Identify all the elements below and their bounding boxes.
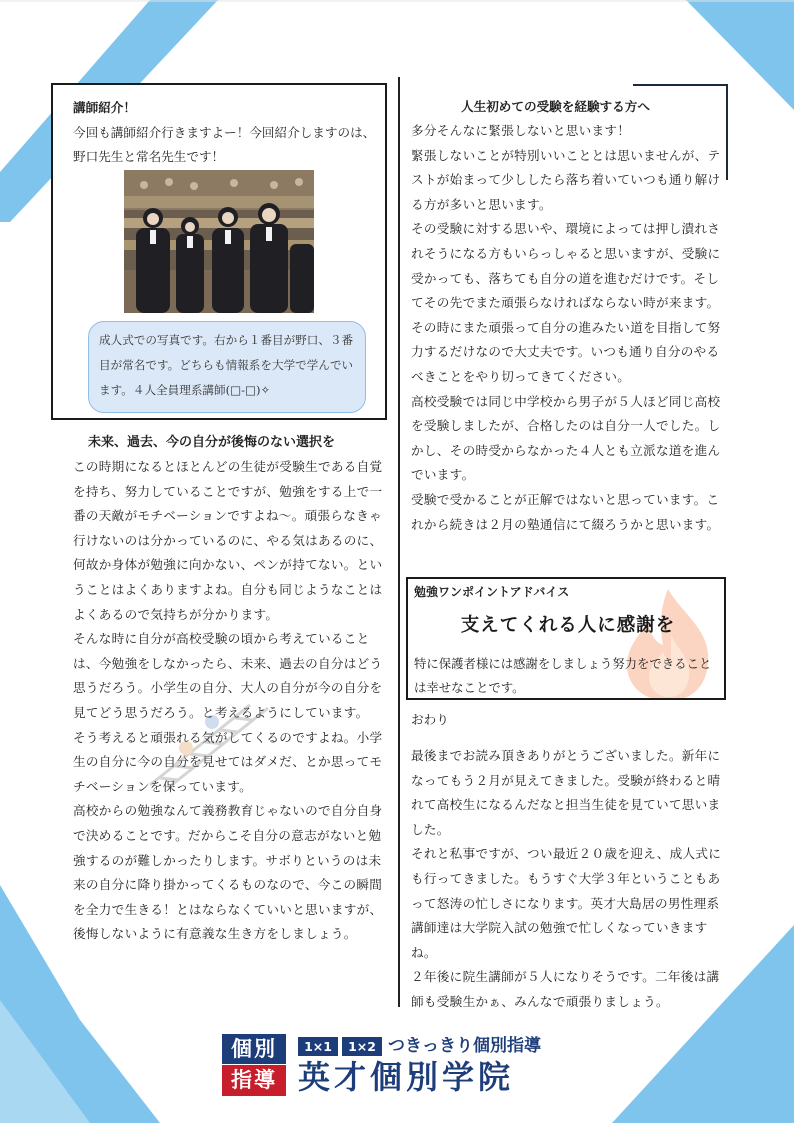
logo-tagline: つきっきり個別指導 — [388, 1036, 541, 1056]
figure-head-icon — [179, 741, 193, 755]
school-name: 英才個別学院 — [298, 1058, 515, 1096]
stairs-illustration — [140, 700, 280, 790]
closing-title: おわり — [411, 712, 449, 727]
right-paragraph: その受験に対する思いや、環境によっては押し潰れされそうになる方もいらっしゃると思いますが、受験に受かっても、落ちても自分の道を進むだけです。そしてその先でまた頑張らなければならない時が来ます。その時にまた頑張って自分の進みたい道を目指して努力するだけなので大丈夫です。いつも通り自分のやるべきことをやり切ってきてください。 — [411, 221, 721, 384]
badge-1x2: 1×2 — [342, 1037, 382, 1056]
kobetsu-top: 個別 — [222, 1034, 286, 1064]
left-article-title: 未来、過去、今の自分が後悔のない選択を — [88, 435, 336, 450]
school-logo — [222, 1034, 570, 1096]
intro-title: 講師紹介！ — [73, 100, 136, 115]
kobetsu-badge — [222, 1034, 286, 1096]
right-paragraph: 高校受験では同じ中学校から男子が５人ほど同じ高校を受験しましたが、合格したのは自分一人でした。しかし、その時受からなかった４人とも立派な道を進んでいます。 — [411, 393, 721, 483]
intro-text: 今回も講師紹介行きますよー！今回紹介しますのは、野口先生と常名先生です！ — [73, 125, 376, 164]
advice-label: 勉強ワンポイントアドバイス — [414, 585, 570, 599]
left-paragraph: そんな時に自分が高校受験の頃から考えていることは、今勉強をしなかったら、未来、過去の自分はどう思うだろう。小学生の自分、大人の自分が今の自分を見てどう思うだろう。と考えるようにしています。 — [73, 631, 383, 720]
closing-paragraph: それと私事ですが、つい最近２０歳を迎え、成人式にも行ってきました。もうすぐ大学３年ということもあって怒涛の忙しさになります。英才大島居の男性理系講師達は大学院入試の勉強で忙しくなっていきますね。 — [411, 846, 722, 960]
left-paragraph: この時期になるとほとんどの生徒が受験生である自覚を持ち、努力していることですが、勉強をする上で一番の天敵がモチベーションですよね〜。頑張らなきゃ行けないのは分かっているのに、やる気はあるのに、何故か身体が勉強に向かない、ペンが持てない。ということはよくありますよね。自分も同じようなことはよくあるので気持ちが分かります。 — [73, 459, 383, 622]
right-paragraph: 受験で受かることが正解ではないと思っています。これから続きは２月の塾通信にて綴ろうかと思います。 — [411, 491, 720, 532]
photo-caption: 成人式での写真です。右から１番目が野口、３番目が常名です。どちらも情報系を大学で学んでいます。４人全員理系講師(□-□)✧ — [88, 321, 366, 413]
badge-1x1: 1×1 — [298, 1037, 338, 1056]
right-paragraph: 多分そんなに緊張しないと思います！ — [411, 123, 631, 138]
left-paragraph: 高校からの勉強なんて義務教育じゃないので自分自身で決めることです。だからこそ自分の意志がないと勉強するのが難しかったりします。サボりというのは未来の自分に降り掛かってくるものなので、今この瞬間を全力で生きる！とはならなくていいと思いますが、後悔しないように有意義な生き方をしましょう。 — [73, 803, 383, 942]
right-paragraph: 緊張しないことが特別いいこととは思いませんが、テストが始まって少ししたら落ち着いていつも通り解ける方が多いと思います。 — [411, 147, 721, 212]
column-divider — [398, 77, 400, 1007]
figure-head-icon — [205, 715, 219, 729]
teacher-intro-box — [51, 83, 387, 420]
left-paragraph: そう考えると頑張れる気がしてくるのですよね。小学生の自分に今の自分を見せてはダメだ、とか思ってモチベーションを保っています。 — [73, 729, 383, 794]
advice-box — [406, 577, 726, 700]
right-article-title: 人生初めての受験を経験する方へ — [461, 99, 650, 114]
closing-paragraph: ２年後に院生講師が５人になりそうです。二年後は講師も受験生かぁ、みんなで頑張りましょう。 — [411, 969, 720, 1009]
advice-body: 特に保護者様には感謝をしましょう努力をできることは幸せなことです。 — [414, 656, 712, 695]
closing-paragraph: 最後までお読み頂きありがとうございました。新年になってもう２月が見えてきました。受験が終わると晴れて高校生になるんだなと担当生徒を見ていて思いました。 — [411, 748, 721, 837]
kobetsu-bottom: 指導 — [222, 1065, 286, 1096]
advice-headline: 支えてくれる人に感謝を — [460, 615, 676, 636]
ceremony-photo — [124, 170, 314, 313]
photo-illustration — [124, 170, 314, 313]
closing-body — [411, 744, 722, 1015]
right-article-body — [411, 119, 722, 537]
